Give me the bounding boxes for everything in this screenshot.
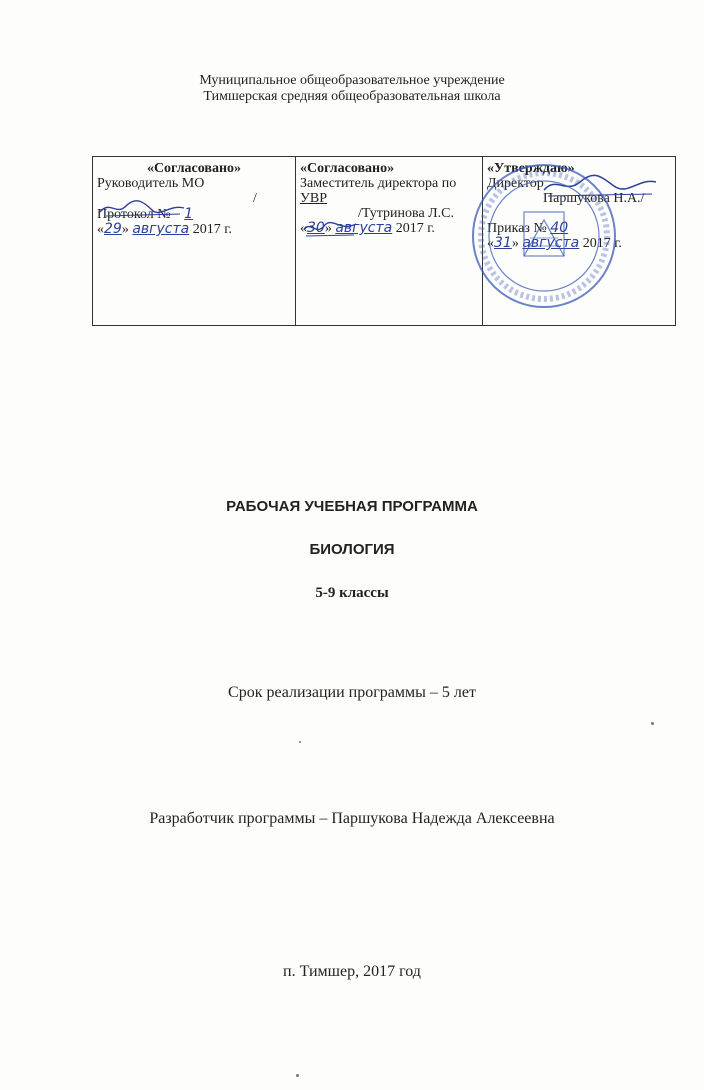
mo-protocol-label: Протокол № xyxy=(97,207,171,222)
school-seal xyxy=(470,162,618,310)
document-title: РАБОЧАЯ УЧЕБНАЯ ПРОГРАММА xyxy=(226,498,478,515)
mo-date-day: 29 xyxy=(104,221,122,237)
deputy-name: /Тутринова Л.С. xyxy=(358,206,454,221)
deputy-date: «30» августа 2017 г. xyxy=(300,220,435,236)
approval-title-1: «Согласовано» xyxy=(146,161,242,176)
mo-date-month: августа xyxy=(132,221,190,237)
deputy-date-day: 30 xyxy=(307,220,325,236)
mo-protocol-number: 1 xyxy=(184,206,194,222)
director-order-label: Приказ № xyxy=(487,221,547,236)
director-name: Паршукова Н.А./ xyxy=(543,191,645,206)
mo-date: «29» августа 2017 г. xyxy=(97,221,232,237)
deputy-date-year: 2017 г. xyxy=(395,221,435,236)
approval-title-2: «Согласовано» xyxy=(300,161,395,176)
mo-role: Руководитель МО xyxy=(97,176,205,191)
subject-title: БИОЛОГИЯ xyxy=(309,541,395,558)
mo-date-year: 2017 г. xyxy=(192,222,232,237)
signature-mo xyxy=(96,196,188,220)
approval-cell-deputy xyxy=(296,157,483,326)
implementation-term: Срок реализации программы – 5 лет xyxy=(228,684,476,701)
director-date-day: 31 xyxy=(494,235,512,251)
signature-deputy xyxy=(300,218,360,240)
grades-label: 5-9 классы xyxy=(315,585,389,601)
approval-title-3: «Утверждаю» xyxy=(487,161,575,176)
mo-slash: / xyxy=(253,191,257,206)
director-date-year: 2017 г. xyxy=(582,236,622,251)
document-header xyxy=(0,73,704,105)
deputy-date-month: августа xyxy=(335,220,393,236)
deputy-role-2: УВР xyxy=(300,191,328,206)
director-date: «31» августа 2017 г. xyxy=(487,235,622,251)
place-and-year: п. Тимшер, 2017 год xyxy=(283,963,421,980)
director-order-number: 40 xyxy=(550,220,569,236)
paper-speck xyxy=(651,722,654,725)
director-role: Директор xyxy=(487,176,544,191)
program-developer: Разработчик программы – Паршукова Надежда Алексеевна xyxy=(149,810,555,827)
director-date-month: августа xyxy=(522,235,580,251)
institution-line-1: Муниципальное общеобразовательное учреждение xyxy=(199,73,505,88)
paper-speck xyxy=(296,1074,299,1077)
paper-speck xyxy=(299,741,301,743)
deputy-role-1: Заместитель директора по xyxy=(300,176,457,191)
approval-cell-mo xyxy=(93,157,296,326)
institution-line-2: Тимшерская средняя общеобразовательная школа xyxy=(203,89,501,104)
